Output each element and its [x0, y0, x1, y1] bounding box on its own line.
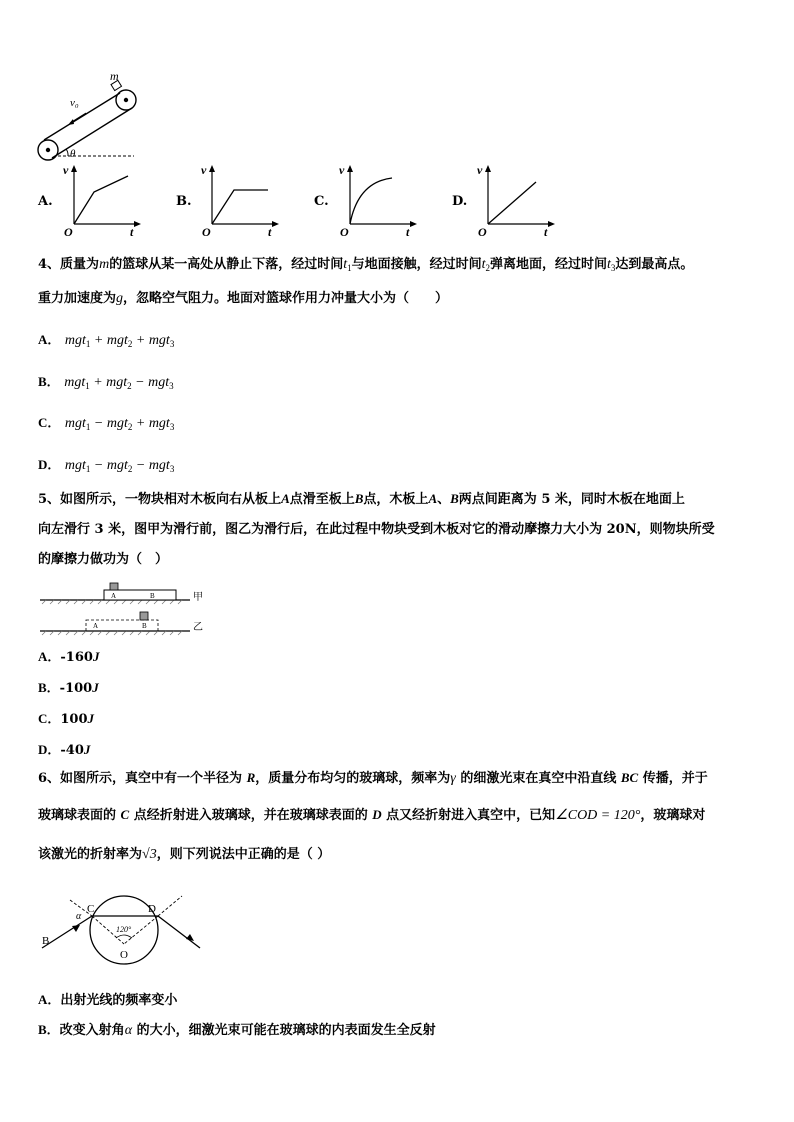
label-angle: 120°: [116, 925, 132, 934]
point-a-label: A: [111, 592, 117, 600]
axis-v-label: v: [477, 163, 483, 177]
conveyor-belt-figure: [36, 70, 176, 165]
label-c: C: [87, 903, 95, 915]
q5-option-a: A．-160J: [38, 649, 100, 665]
vt-graph-b: [198, 162, 282, 238]
axis-t-label: t: [544, 225, 548, 238]
q6-option-a: A．出射光线的频率变小: [38, 992, 178, 1008]
label-o: O: [120, 949, 128, 961]
origin-label: O: [478, 225, 487, 238]
q5-option-b: B．-100J: [38, 680, 99, 696]
label-d: D: [148, 903, 156, 915]
graph-option-letter: A.: [38, 194, 53, 209]
question-5-line-3: 的摩擦力做功为（ ）: [38, 552, 169, 567]
question-4-line-2: 重力加速度为g，忽略空气阻力。地面对篮球作用力冲量大小为（ ）: [38, 291, 449, 306]
point-b-label: B: [150, 592, 155, 600]
origin-label: O: [202, 225, 211, 238]
question-number: 6、: [38, 771, 61, 786]
q6-option-b: B．改变入射角α 的大小，细激光束可能在玻璃球的内表面发生全反射: [38, 1022, 436, 1038]
question-5-line-1: 5、如图所示，一物块相对木板向右从板上A点滑至板上B点，木板上A、B两点间距离为 5 米，同时木板在地面上: [38, 491, 685, 507]
q4-option-c: C． mgt$_1$ − mgt$_2$ + mgt$_3$: [38, 415, 175, 432]
angle-label: θ: [70, 148, 76, 160]
vt-graph-a: [60, 162, 144, 238]
graph-option-letter: D.: [452, 194, 468, 209]
question-6-line-3: 该激光的折射率为√3，则下列说法中正确的是（ ）: [38, 847, 331, 862]
question-6-line-1: 6、如图所示，真空中有一个半径为 R，质量分布均匀的玻璃球，频率为γ 的细激光束在真空中沿直线 BC 传播，并于: [38, 770, 708, 786]
q4-option-a: A． mgt$_1$ + mgt$_2$ + mgt$_3$: [38, 332, 175, 349]
axis-v-label: v: [339, 163, 345, 177]
graph-option-letter: C.: [314, 194, 329, 209]
board-sliding-figure: [38, 578, 208, 636]
question-number: 5、: [38, 492, 61, 507]
axis-v-label: v: [63, 163, 69, 177]
question-5-line-2: 向左滑行 3 米，图甲为滑行前，图乙为滑行后，在此过程中物块受到木板对它的滑动摩擦力大小为 20N，则物块所受: [38, 522, 715, 537]
vt-graph-d: [474, 162, 558, 238]
question-6-line-2: 玻璃球表面的 C 点经折射进入玻璃球，并在玻璃球表面的 D 点又经折射进入真空中，已知∠COD = 120°，玻璃球对: [38, 807, 706, 823]
axis-t-label: t: [130, 225, 134, 238]
mass-label: m: [110, 70, 119, 83]
label-alpha: α: [76, 911, 82, 922]
axis-t-label: t: [406, 225, 410, 238]
question-number: 4、: [38, 257, 61, 272]
q4-option-b: B． mgt$_1$ + mgt$_2$ − mgt$_3$: [38, 374, 174, 391]
figure-label-top: 甲: [193, 592, 203, 603]
question-4-line-1: 4、质量为m的篮球从某一高处从静止下落，经过时间$t_1$与地面接触，经过时间$t_2$弹离地面，经过时间$t_3$达到最高点。: [38, 257, 694, 273]
axis-v-label: v: [201, 163, 207, 177]
velocity-label: v₀: [70, 97, 79, 109]
q5-option-c: C．100J: [38, 711, 95, 727]
point-a-label: A: [93, 622, 99, 630]
origin-label: O: [340, 225, 349, 238]
graph-option-letter: B.: [176, 194, 192, 209]
origin-label: O: [64, 225, 73, 238]
q4-option-d: D． mgt$_1$ − mgt$_2$ − mgt$_3$: [38, 457, 175, 474]
vt-graph-c: [336, 162, 420, 238]
figure-label-bottom: 乙: [193, 622, 203, 633]
axis-t-label: t: [268, 225, 272, 238]
point-b-label: B: [142, 622, 147, 630]
q5-option-d: D．-40J: [38, 742, 91, 758]
glass-sphere-figure: [36, 886, 206, 976]
label-b: B: [42, 935, 50, 947]
